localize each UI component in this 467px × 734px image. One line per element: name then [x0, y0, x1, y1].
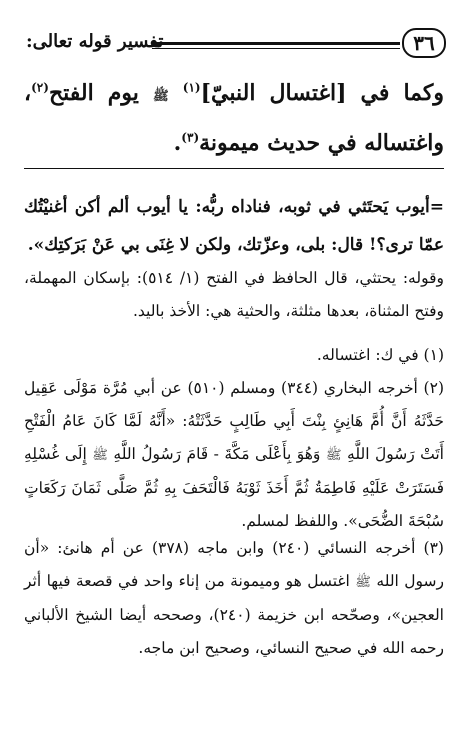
honorific-symbol: ﷺ: [92, 448, 108, 463]
page-number: ٣٦: [402, 28, 446, 58]
honorific-symbol: ﷺ: [355, 575, 371, 590]
footnote-3-part: (٣) أخرجه النسائي (٢٤٠) وابن ماجه (٣٧٨) عن أم هانئ: «أن رسول الله: [24, 539, 445, 590]
footnote-ref-3[interactable]: (٣): [181, 130, 200, 145]
explanatory-note: وقوله: يحتثي، قال الحافظ في الفتح (١/ ٥١٤): بإسكان المهملة، وفتح المثناة، بعدها مثلثة، والحثية هي: الأخذ باليد.: [24, 269, 444, 320]
honorific-symbol: ﷺ: [152, 89, 169, 104]
footnote-2-part: وَهُوَ بِأَعْلَى مَكَّةَ - قَامَ رَسُولُ اللَّهِ: [107, 445, 326, 463]
footnote-ref-1[interactable]: (١): [182, 80, 201, 95]
header-rule: [152, 42, 400, 45]
footnote-divider: [24, 168, 444, 169]
hadith-continuation: =أيوب يَحتَثي في ثوبه، فناداه ربُّه: يا أيوب ألم أكن أغنيْتُك عمّا ترى؟! قال: بلى، وعزّتك، ولكن لا غِنَى بي عَنْ بَرَكتِك».: [24, 197, 444, 255]
main-text-part: يوم الفتح: [48, 80, 139, 106]
header-rule-thin: [152, 48, 400, 49]
main-text-part: .: [173, 130, 182, 156]
page-header: [26, 26, 446, 66]
footnote-2: [24, 372, 444, 538]
running-title: تفسير قوله تعالى:: [26, 31, 164, 52]
main-paragraph: [24, 70, 444, 166]
footnote-3-part: اغتسل هو وميمونة من إناء واحد في قصعة فيها أثر العجين»، وصحّحه ابن خزيمة (٢٤٠)، وصححه أيضا الشيخ الألباني رحمه الله في صحيح النسائي، وصحيح ابن ماجه.: [24, 572, 444, 657]
footnote-2-part: (٢) أخرجه البخاري (٣٤٤) ومسلم (٥١٠) عن أبي مُرَّة مَوْلَى عَقِيل حَدَّثَهُ أَنَّ أُمَّ هَانِئٍ بِنْتَ أَبِي طَالِبٍ حَدَّثَتْهُ: «أَنَّهُ لَمَّا كَانَ عَامُ الْفَتْحِ أَتَتْ رَسُولَ اللَّهِ: [24, 379, 444, 463]
main-text-part: ، واغتساله: [24, 80, 444, 156]
main-text-part: وكما في [اغتسال النبيّ]: [200, 80, 444, 106]
honorific-symbol: ﷺ: [325, 448, 342, 463]
main-text-part: في حديث ميمونة: [199, 130, 357, 156]
footnote-2-part: إِلَى غُسْلِهِ فَسَتَرَتْ عَلَيْهِ فَاطِمَةُ ثُمَّ أَخَذَ ثَوْبَهُ فَالْتَحَفَ بِهِ ثُمَّ صَلَّى ثَمَانَ رَكَعَاتٍ سُبْحَةَ الضُّحَى». واللفظ لمسلم.: [24, 445, 444, 530]
footnote-1: (١) في ك: اغتساله.: [316, 346, 444, 364]
footnote-ref-2[interactable]: (٢): [31, 80, 49, 95]
footnote-3: [24, 532, 444, 665]
